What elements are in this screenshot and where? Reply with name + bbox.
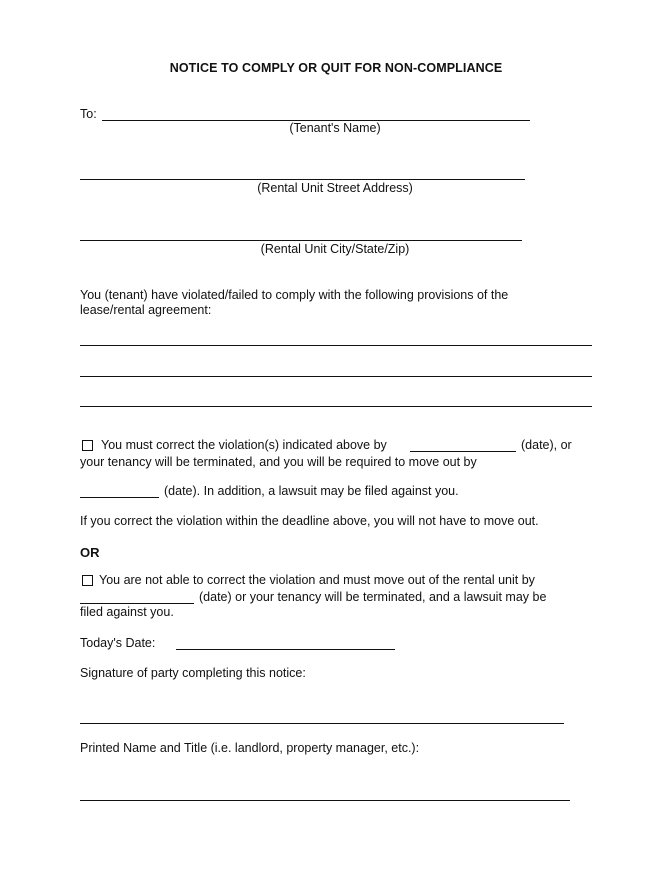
todays-date-label: Today's Date: (80, 636, 156, 650)
signature-label: Signature of party completing this notice: (80, 666, 306, 680)
move-out-date-field[interactable] (80, 497, 159, 498)
to-label: To: (80, 107, 97, 121)
correct-by-date-field[interactable] (410, 451, 516, 452)
option-correct-checkbox[interactable] (82, 440, 93, 451)
street-address-field[interactable] (80, 179, 525, 180)
todays-date-field[interactable] (176, 649, 395, 650)
printed-name-field[interactable] (80, 800, 570, 801)
or-label: OR (80, 545, 100, 560)
option-move-out-line2: (date) or your tenancy will be terminated, and a lawsuit may be (199, 590, 547, 604)
violation-intro-line1: You (tenant) have violated/failed to comply with the following provisions of the (80, 288, 509, 302)
option-move-out-line1: You are not able to correct the violation and must move out of the rental unit by (99, 573, 535, 587)
violation-line-2[interactable] (80, 376, 592, 377)
option-correct-line3: (date). In addition, a lawsuit may be filed against you. (164, 484, 459, 498)
tenant-name-caption: (Tenant's Name) (289, 121, 381, 135)
violation-line-3[interactable] (80, 406, 592, 407)
signature-field[interactable] (80, 723, 564, 724)
city-state-zip-field[interactable] (80, 240, 522, 241)
page-title: NOTICE TO COMPLY OR QUIT FOR NON-COMPLIANCE (169, 61, 503, 75)
city-state-zip-caption: (Rental Unit City/State/Zip) (260, 242, 410, 256)
violation-line-1[interactable] (80, 345, 592, 346)
option-move-out-line3: filed against you. (80, 605, 174, 619)
option-move-out-checkbox[interactable] (82, 575, 93, 586)
violation-intro-line2: lease/rental agreement: (80, 303, 212, 317)
option-correct-text-b: (date), or (521, 438, 572, 452)
street-address-caption: (Rental Unit Street Address) (257, 181, 413, 195)
printed-name-label: Printed Name and Title (i.e. landlord, property manager, etc.): (80, 741, 420, 755)
vacate-date-field[interactable] (80, 603, 194, 604)
correct-note: If you correct the violation within the deadline above, you will not have to move out. (80, 514, 539, 528)
option-correct-line2: your tenancy will be terminated, and you will be required to move out by (80, 455, 477, 469)
option-correct-text-a: You must correct the violation(s) indicated above by (101, 438, 387, 452)
